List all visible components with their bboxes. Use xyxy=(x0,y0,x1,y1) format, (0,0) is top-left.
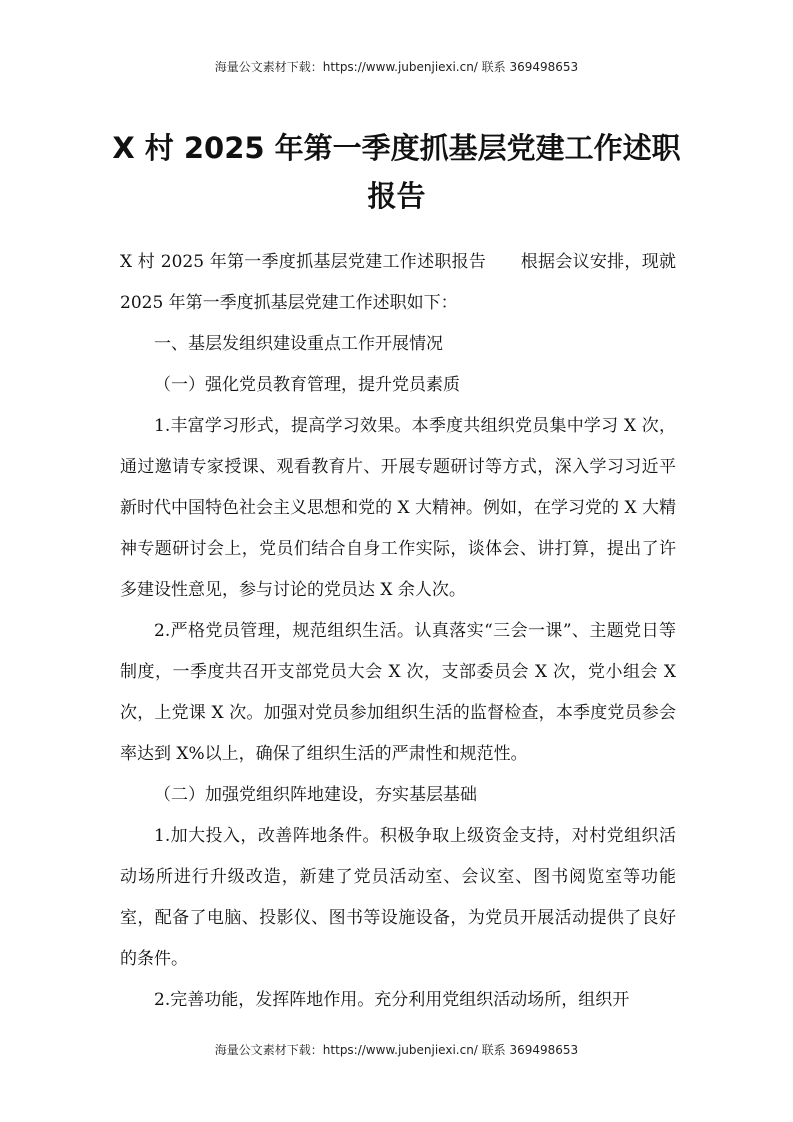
paragraph: 1.加大投入，改善阵地条件。积极争取上级资金支持，对村党组织活动场所进行升级改造，新建了党员活动室、会议室、图书阅览室等功能室，配备了电脑、投影仪、图书等设施设备，为党员开展活动提供了良好的条件。 xyxy=(120,826,676,969)
section-heading: 一、基层发组织建设重点工作开展情况 xyxy=(154,334,443,354)
page-footer: 海量公文素材下载：https://www.jubenjiexi.cn/ 联系 369498653 xyxy=(214,1043,579,1057)
paragraph: 2.严格党员管理，规范组织生活。认真落实“三会一课”、主题党日等制度，一季度共召开支部党员大会 X 次，支部委员会 X 次，党小组会 X 次，上党课 X 次。加强对党员参加组织生活的监督检查，本季度党员参会率达到 X%以上，确保了组织生活的严肃性和规范性。 xyxy=(120,621,676,764)
subsection-heading: （二）加强党组织阵地建设，夯实基层基础 xyxy=(154,785,477,805)
paragraph-intro: X 村 2025 年第一季度抓基层党建工作述职报告 根据会议安排，现就 2025 年第一季度抓基层党建工作述职如下： xyxy=(120,252,676,313)
title-line-2: 报告 xyxy=(367,179,426,213)
page-header: 海量公文素材下载：https://www.jubenjiexi.cn/ 联系 369498653 xyxy=(214,60,579,74)
document-body xyxy=(120,242,676,1021)
document-title xyxy=(90,124,703,220)
paragraph: 1.丰富学习形式，提高学习效果。本季度共组织党员集中学习 X 次，通过邀请专家授课、观看教育片、开展专题研讨等方式，深入学习习近平新时代中国特色社会主义思想和党的 X 大精神。例如，在学习党的 X 大精神专题研讨会上，党员们结合自身工作实际，谈体会、讲打算，提出了许多建设性意见，参与讨论的党员达 X 余人次。 xyxy=(120,416,676,600)
paragraph: 2.完善功能，发挥阵地作用。充分利用党组织活动场所，组织开 xyxy=(154,990,630,1010)
title-line-1: X 村 2025 年第一季度抓基层党建工作述职 xyxy=(112,131,681,165)
subsection-heading: （一）强化党员教育管理，提升党员素质 xyxy=(154,375,460,395)
